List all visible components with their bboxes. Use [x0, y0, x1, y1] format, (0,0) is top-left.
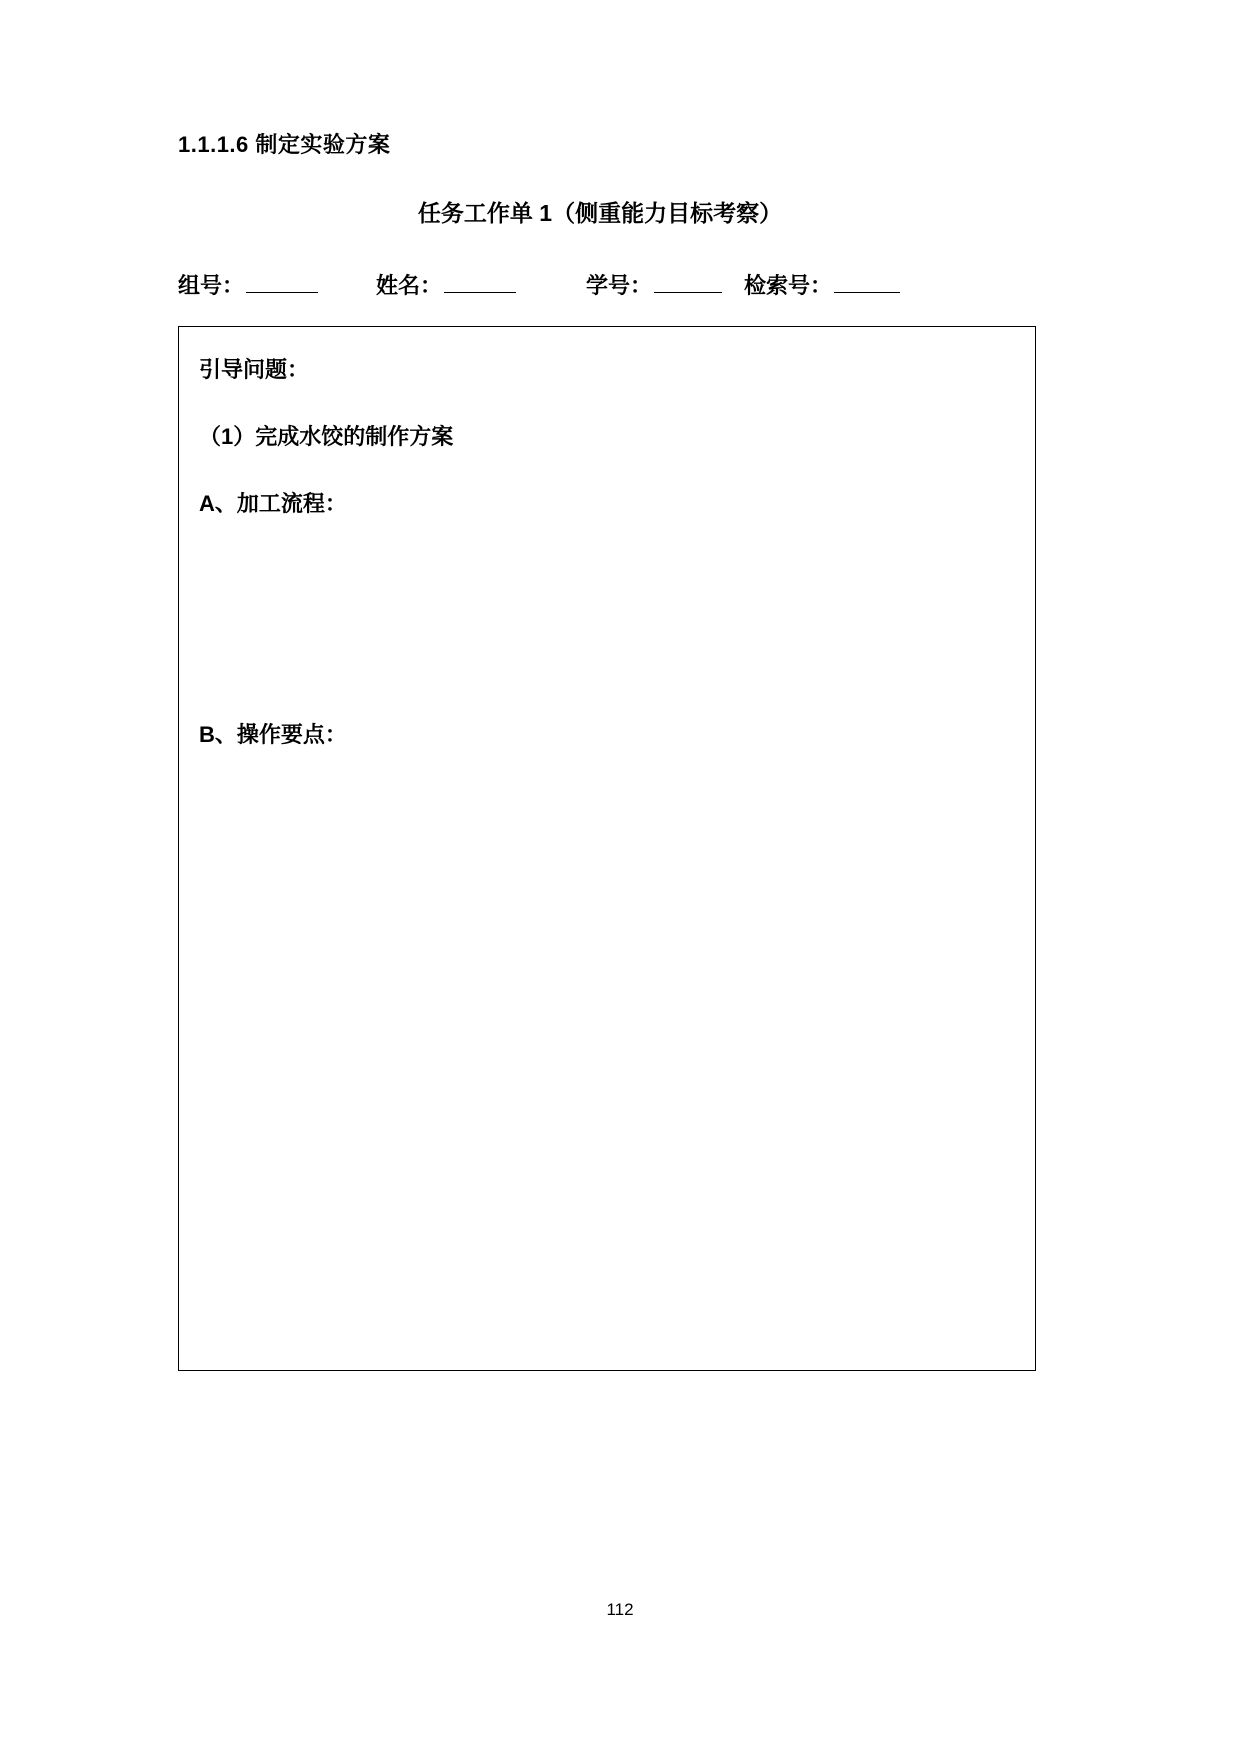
meta-row [178, 269, 1062, 300]
student-id-field [586, 269, 722, 300]
page-content [178, 130, 1062, 1371]
group-number-field [178, 269, 318, 300]
question-1b-key-points: B、操作要点： [199, 721, 347, 747]
question-1: （1）完成水饺的制作方案 [199, 423, 454, 449]
retrieval-number-field [744, 269, 900, 300]
question-1a-processing-flow: A、加工流程： [199, 490, 347, 516]
answer-box[interactable] [178, 326, 1036, 1371]
worksheet-title: 任务工作单 1（侧重能力目标考察） [417, 199, 783, 226]
name-blank[interactable] [444, 270, 516, 293]
student-id-blank[interactable] [654, 270, 722, 293]
student-id-label: 学号： [586, 272, 653, 298]
section-heading: 1.1.1.6 制定实验方案 [178, 132, 391, 157]
name-field [376, 269, 516, 300]
guiding-question-label: 引导问题： [199, 356, 310, 382]
retrieval-number-label: 检索号： [744, 272, 833, 298]
retrieval-number-blank[interactable] [834, 270, 900, 293]
name-label: 姓名： [376, 272, 443, 298]
group-number-label: 组号： [178, 272, 245, 298]
page-number: 112 [606, 1600, 634, 1619]
group-number-blank[interactable] [246, 270, 318, 293]
